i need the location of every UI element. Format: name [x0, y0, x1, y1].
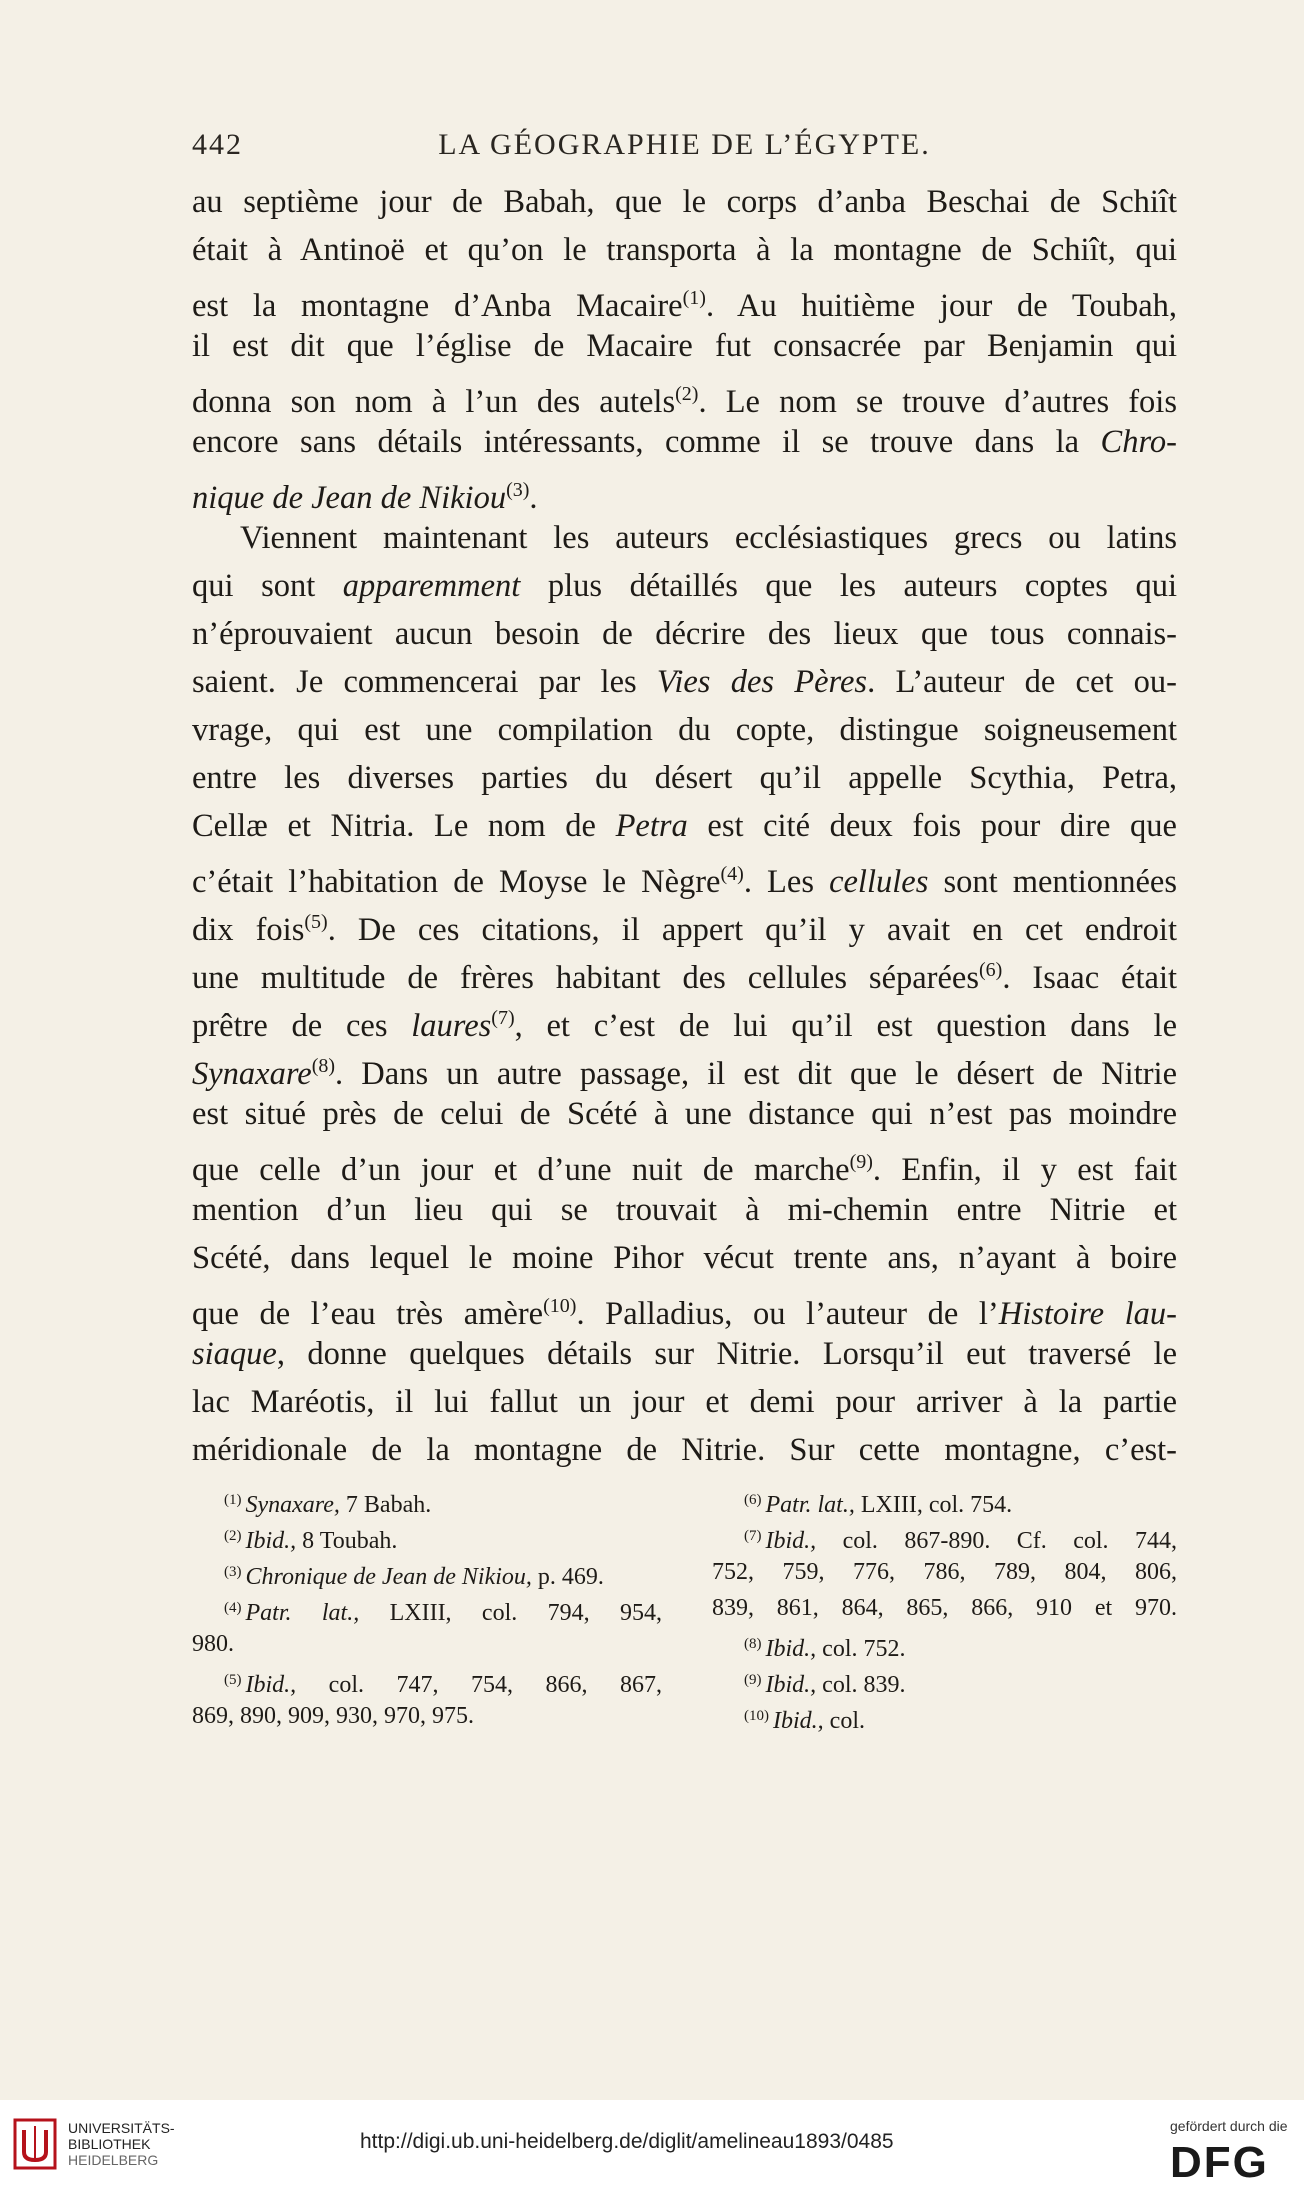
footnote-ref: (7): [491, 1007, 515, 1029]
footnote: $^{(9)}$ Ibid., col. 839.: [744, 1672, 906, 1698]
text-line: encore sans détails intéressants, comme il se trouve dans la Chro-: [192, 424, 1177, 460]
footnote: $^{(10)}$ Ibid., col.: [744, 1708, 865, 1734]
footnote-ref: (4): [720, 863, 744, 885]
text-line: est situé près de celui de Scété à une distance qui n’est pas moindre: [192, 1096, 1177, 1132]
running-head: [192, 128, 1177, 168]
footnote-ref: (1): [682, 287, 706, 309]
text-line: Viennent maintenant les auteurs ecclésiastiques grecs ou latins: [240, 520, 1177, 556]
footnote-ref: (10): [543, 1295, 577, 1317]
footnote: $^{(1)}$ Synaxare, 7 Babah.: [224, 1492, 432, 1518]
footnote: $^{(4)}$ Patr. lat., LXIII, col. 794, 954,: [224, 1600, 662, 1626]
footnote: $^{(5)}$ Ibid., col. 747, 754, 866, 867,: [224, 1672, 662, 1698]
university-library-logo-icon: [12, 2116, 58, 2172]
footnote-continuation: 839, 861, 864, 865, 866, 910 et 970.: [712, 1595, 1177, 1621]
running-title: LA GÉOGRAPHIE DE L’ÉGYPTE.: [438, 128, 931, 161]
text-line: que de l’eau très amère$^{(10)}$. Palladius, ou l’auteur de l’Histoire lau-: [192, 1295, 1177, 1332]
text-line: vrage, qui est une compilation du copte, distingue soigneusement: [192, 712, 1177, 748]
text-line: c’était l’habitation de Moyse le Nègre$^{(4)}$. Les cellules sont mentionnées: [192, 863, 1177, 900]
text-line: lac Maréotis, il lui fallut un jour et demi pour arriver à la partie: [192, 1384, 1177, 1420]
footnote-ref: (3): [506, 479, 530, 501]
permalink-url[interactable]: http://digi.ub.uni-heidelberg.de/diglit/amelineau1893/0485: [360, 2130, 894, 2153]
text-line: nique de Jean de Nikiou$^{(3)}$.: [192, 479, 538, 516]
text-line: Synaxare$^{(8)}$. Dans un autre passage, il est dit que le désert de Nitrie: [192, 1055, 1177, 1092]
footnote-ref: (8): [311, 1055, 336, 1077]
footnote-ref: (2): [675, 383, 699, 405]
text-line: au septième jour de Babah, que le corps d’anba Beschai de Schiît: [192, 184, 1177, 220]
text-line: que celle d’un jour et d’une nuit de marche$^{(9)}$. Enfin, il y est fait: [192, 1151, 1177, 1188]
footnotes-left-column: [192, 1482, 662, 1734]
text-line: est la montagne d’Anba Macaire$^{(1)}$. Au huitième jour de Toubah,: [192, 287, 1177, 324]
footnote: $^{(8)}$ Ibid., col. 752.: [744, 1636, 906, 1662]
main-text: [192, 178, 1177, 1474]
page-number: 442: [192, 128, 243, 161]
text-line: entre les diverses parties du désert qu’il appelle Scythia, Petra,: [192, 760, 1177, 796]
text-line: siaque, donne quelques détails sur Nitrie. Lorsqu’il eut traversé le: [192, 1336, 1177, 1372]
footnote: $^{(7)}$ Ibid., col. 867-890. Cf. col. 744,: [744, 1528, 1177, 1554]
text-line: saient. Je commencerai par les Vies des Pères. L’auteur de cet ou-: [192, 664, 1177, 700]
footnote-ref: (9): [849, 1151, 873, 1173]
text-line: n’éprouvaient aucun besoin de décrire des lieux que tous connais-: [192, 616, 1177, 652]
text-line: Cellæ et Nitria. Le nom de Petra est cité deux fois pour dire que: [192, 808, 1177, 844]
footnote: $^{(6)}$ Patr. lat., LXIII, col. 754.: [744, 1492, 1013, 1518]
text-line: il est dit que l’église de Macaire fut consacrée par Benjamin qui: [192, 328, 1177, 364]
footnote-continuation: 752, 759, 776, 786, 789, 804, 806,: [712, 1559, 1177, 1585]
text-line: dix fois$^{(5)}$. De ces citations, il appert qu’il y avait en cet endroit: [192, 911, 1177, 948]
dfg-logo: DFG: [1170, 2138, 1269, 2187]
footnote: $^{(3)}$ Chronique de Jean de Nikiou, p. 469.: [224, 1564, 604, 1590]
text-line: qui sont apparemment plus détaillés que les auteurs coptes qui: [192, 568, 1177, 604]
text-line: une multitude de frères habitant des cellules séparées$^{(6)}$. Isaac était: [192, 959, 1177, 996]
footnote-ref: (6): [979, 959, 1003, 981]
text-line: donna son nom à l’un des autels$^{(2)}$. Le nom se trouve d’autres fois: [192, 383, 1177, 420]
footnotes-right-column: [712, 1482, 1177, 1734]
footnote-continuation: 869, 890, 909, 930, 970, 975.: [192, 1703, 474, 1729]
footnote-ref: (5): [304, 911, 328, 933]
footnote-continuation: 980.: [192, 1631, 234, 1657]
text-line: prêtre de ces laures$^{(7)}$, et c’est de lui qu’il est question dans le: [192, 1007, 1177, 1044]
text-line: était à Antinoë et qu’on le transporta à la montagne de Schiît, qui: [192, 232, 1177, 268]
text-line: méridionale de la montagne de Nitrie. Sur cette montagne, c’est-: [192, 1432, 1177, 1468]
text-line: mention d’un lieu qui se trouvait à mi-chemin entre Nitrie et: [192, 1192, 1177, 1228]
footnote: $^{(2)}$ Ibid., 8 Toubah.: [224, 1528, 398, 1554]
text-line: Scété, dans lequel le moine Pihor vécut trente ans, n’ayant à boire: [192, 1240, 1177, 1276]
library-name: UNIVERSITÄTS- BIBLIOTHEK HEIDELBERG: [68, 2120, 175, 2168]
dfg-caption: gefördert durch die: [1170, 2118, 1288, 2134]
